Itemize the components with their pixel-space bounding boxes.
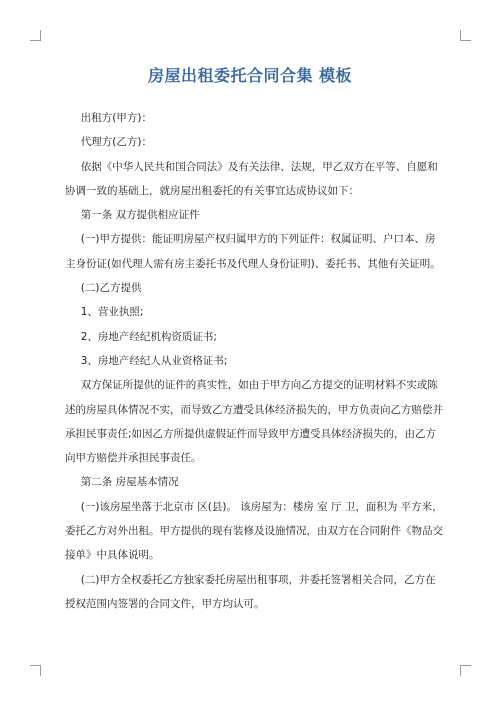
paragraph-exclusive-authorization: (二)甲方全权委托乙方独家委托房屋出租事项，并委托签署相关合同，乙方在授权范围内签署的合同文件，甲方均认可。	[65, 573, 436, 610]
crop-mark-bottom-left	[30, 665, 41, 676]
paragraph-lessor: 出租方(甲方)：	[80, 112, 152, 124]
paragraph-preamble: 依据《中华人民共和国合同法》及有关法律、法规，甲乙双方在平等、自愿和协调一致的基础上，就房屋出租委托的有关事宜达成协议如下：	[65, 160, 438, 197]
list-item-broker-qualification: 3、房地产经纪人从业资格证书;	[80, 354, 228, 367]
document-title: 房屋出租委托合同合集 模板	[147, 66, 353, 85]
paragraph-property-location: (一)该房屋坐落于北京市 区(县)。 该房屋为：楼房 室 厅 卫，面积为 平方米，委托乙方对外出租。甲方提供的现有装修及设施情况，由双方在合同附件《物品交接单》中具体说明。	[65, 500, 443, 562]
paragraph-party-a-documents: (一)甲方提供：能证明房屋产权归属甲方的下列证件：权属证明、户口本、房主身份证(如代理人需有房主委托书及代理人身份证明)、委托书、其他有关证明。	[65, 233, 441, 270]
article-1-heading: 第一条 双方提供相应证件	[80, 209, 200, 222]
crop-mark-top-right	[460, 30, 471, 41]
paragraph-authenticity-guarantee: 双方保证所提供的证件的真实性，如由于甲方向乙方提交的证明材料不实或陈述的房屋具体情况不实，而导致乙方遭受具体经济损失的，甲方负责向乙方赔偿并承担民事责任;如因乙方所提供虚假证件而导致甲方遭受具体经济损失的，由乙方向甲方赔偿并承担民事责任。	[65, 379, 443, 465]
crop-mark-bottom-right	[460, 665, 471, 676]
document-body	[65, 106, 443, 616]
article-2-heading: 第二条 房屋基本情况	[80, 476, 179, 489]
crop-mark-top-left	[30, 30, 41, 41]
paragraph-agent: 代理方(乙方)：	[80, 136, 152, 149]
list-item-agency-certificate: 2、房地产经纪机构资质证书;	[80, 330, 217, 343]
paragraph-party-b-heading: (二)乙方提供	[80, 282, 142, 295]
list-item-business-license: 1、营业执照;	[80, 306, 144, 319]
